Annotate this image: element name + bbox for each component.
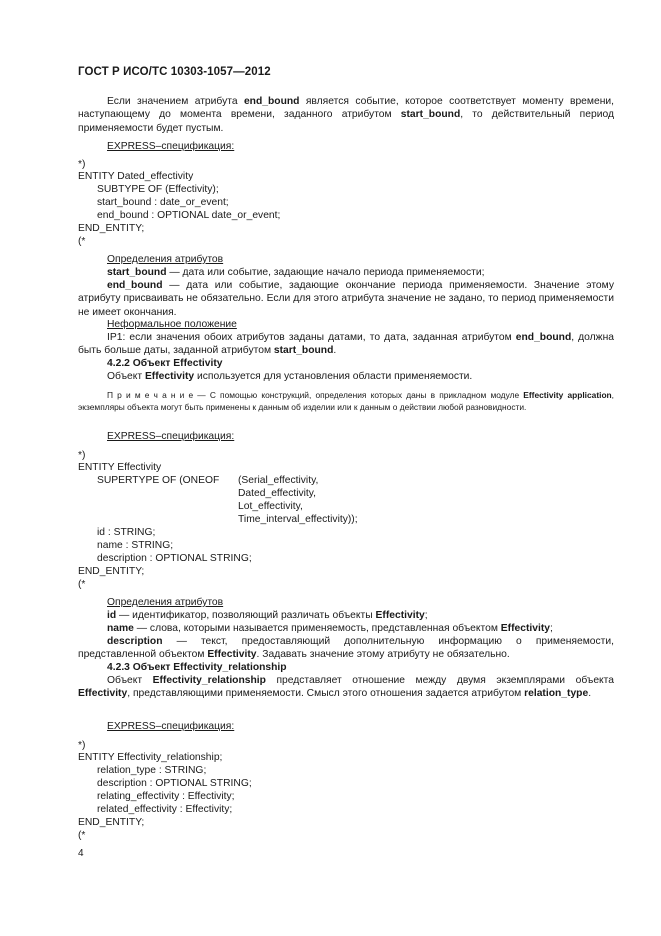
- text: , представляющими применяемости. Смысл этого отношения задается атрибутом: [127, 688, 525, 700]
- code-line: SUPERTYPE OF (ONEOF: [97, 475, 220, 486]
- term: end_bound: [515, 332, 572, 343]
- informal-proposition: [78, 331, 614, 358]
- text: П р и м е ч а н и е — С помощью конструкций, определения которых даны в прикладном модуле: [107, 390, 524, 400]
- attr-heading: Определения атрибутов: [107, 597, 224, 608]
- code-line: description : OPTIONAL STRING;: [97, 778, 252, 789]
- text: используется для установления области применяемости.: [194, 371, 473, 382]
- term: Effectivity: [144, 371, 195, 382]
- code-line: relation_type : STRING;: [97, 765, 207, 776]
- attr-definition: [78, 635, 614, 662]
- text: IP1: если значения обоих атрибутов заданы датами, то дата, заданная атрибутом: [107, 332, 516, 343]
- code-close: (*: [78, 236, 86, 247]
- text: Объект: [107, 371, 145, 382]
- section-heading: 4.2.3 Объект Effectivity_relationship: [107, 662, 287, 673]
- code-line: end_bound : OPTIONAL date_or_event;: [97, 210, 281, 221]
- text: — текст, предоставляющий дополнительную информацию о применяемости, представленной объектом: [78, 636, 614, 661]
- attr-definition: [107, 266, 485, 279]
- term: start_bound: [273, 345, 334, 357]
- code-line: Time_interval_effectivity));: [238, 514, 358, 525]
- text: .: [588, 688, 592, 700]
- code-line: id : STRING;: [97, 527, 156, 538]
- term: name: [107, 623, 134, 634]
- text: , экземпляры объекта могут быть применены к данным об изделии или к данным о действии любой разновидности.: [78, 390, 614, 412]
- term: description: [107, 636, 163, 647]
- note: [78, 389, 614, 413]
- text: является событие, которое соответствует моменту времени, наступающему до момента времени, заданного атрибутом: [78, 96, 615, 121]
- text: .: [333, 345, 337, 357]
- code-line: relating_effectivity : Effectivity;: [97, 791, 235, 802]
- text: — дата или событие, задающие окончание периода применяемости. Значение этому атрибуту присваивать не обязательно. Если для этого атрибута значение не задано, то период применяемости не имеет окончания.: [78, 280, 614, 318]
- code-line: (Serial_effectivity,: [238, 475, 319, 486]
- term: relation_type: [524, 688, 589, 700]
- section-heading: 4.2.2 Объект Effectivity: [107, 358, 223, 369]
- term: start_bound: [107, 267, 167, 278]
- term: Effectivity: [78, 688, 128, 700]
- code-line: ENTITY Effectivity: [78, 462, 162, 473]
- page-header: ГОСТ Р ИСО/ТС 10303-1057—2012: [78, 66, 271, 78]
- attr-definition: [107, 609, 428, 622]
- text: — дата или событие, задающие начало периода применяемости;: [166, 267, 485, 278]
- text: представляет отношение между двумя экземплярами объекта: [265, 675, 614, 686]
- term: start_bound: [400, 109, 461, 121]
- code-line: Lot_effectivity,: [238, 501, 303, 512]
- code-line: ENTITY Effectivity_relationship;: [78, 752, 223, 763]
- text: ;: [550, 623, 553, 634]
- text: — слова, которыми называется применяемость, представленная объектом: [133, 623, 501, 634]
- section-description: [107, 370, 472, 383]
- text: Если значением атрибута: [107, 96, 244, 107]
- code-open: *): [78, 450, 86, 461]
- code-line: description : OPTIONAL STRING;: [97, 553, 252, 564]
- text: — идентификатор, позволяющий различать объекты: [116, 610, 376, 621]
- code-line: END_ENTITY;: [78, 817, 145, 828]
- intro-paragraph: [78, 95, 614, 135]
- code-line: start_bound : date_or_event;: [97, 197, 229, 208]
- term: end_bound: [243, 96, 300, 107]
- code-open: *): [78, 740, 86, 751]
- informal-heading: Неформальное положение: [107, 319, 237, 330]
- page-number: 4: [78, 848, 84, 859]
- attr-heading: Определения атрибутов: [107, 254, 224, 265]
- code-line: related_effectivity : Effectivity;: [97, 804, 233, 815]
- attr-definition: [78, 279, 614, 319]
- text: ;: [424, 610, 428, 621]
- express-heading: EXPRESS–спецификация:: [107, 431, 235, 442]
- term: Effectivity: [500, 623, 551, 634]
- code-close: (*: [78, 830, 86, 841]
- express-heading: EXPRESS–спецификация:: [107, 141, 235, 152]
- term: Effectivity: [207, 649, 257, 661]
- code-line: END_ENTITY;: [78, 566, 145, 577]
- express-heading: EXPRESS–спецификация:: [107, 721, 235, 732]
- term: Effectivity_relationship: [152, 675, 266, 686]
- text: , то действительный период применяемости будет пустым.: [78, 109, 614, 134]
- section-description: [78, 674, 614, 701]
- term: Effectivity: [375, 610, 425, 621]
- code-line: Dated_effectivity,: [238, 488, 317, 499]
- code-open: *): [78, 159, 86, 170]
- code-close: (*: [78, 579, 86, 590]
- text: , должна быть больше даты, заданной атрибутом: [78, 332, 614, 357]
- code-line: SUBTYPE OF (Effectivity);: [97, 184, 219, 195]
- text: . Задавать значение этому атрибуту не обязательно.: [256, 649, 510, 661]
- text: Объект: [107, 675, 153, 686]
- code-line: name : STRING;: [97, 540, 174, 551]
- term: Effectivity application: [523, 390, 612, 400]
- term: id: [107, 610, 117, 621]
- attr-definition: [107, 622, 553, 635]
- code-line: END_ENTITY;: [78, 223, 145, 234]
- code-line: ENTITY Dated_effectivity: [78, 171, 194, 182]
- term: end_bound: [107, 280, 163, 291]
